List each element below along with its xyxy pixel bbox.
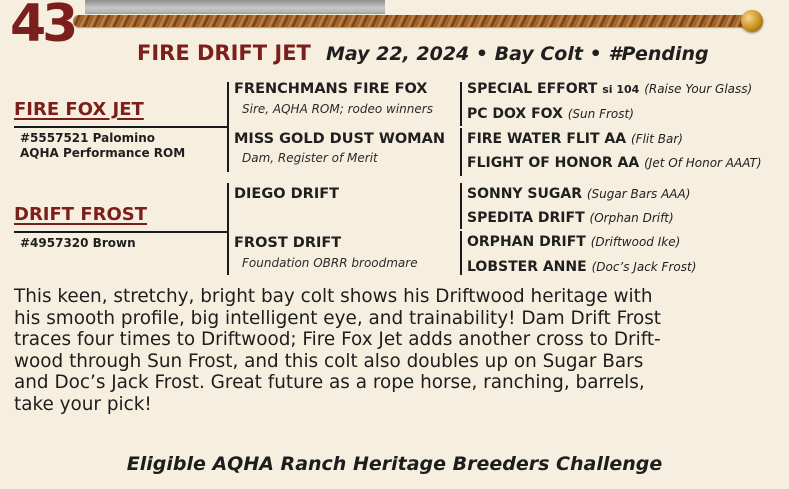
great-grandparent: SPECIAL EFFORT si 104 (Raise Your Glass) [467, 81, 753, 97]
eligibility-footer: Eligible AQHA Ranch Heritage Breeders Challenge [126, 453, 663, 475]
dam-bracket-line [227, 183, 229, 275]
gp3-bracket-line [460, 183, 462, 229]
gp1-bracket-line [460, 82, 462, 126]
description-line: and Doc’s Jack Frost. Great future as a rope horse, ranching, barrels, [14, 372, 645, 394]
granddam-paternal: MISS GOLD DUST WOMAN [234, 131, 445, 147]
sire-connector-line [14, 126, 228, 128]
great-grandparent: ORPHAN DRIFT (Driftwood Ike) [467, 234, 681, 250]
description-line: traces four times to Driftwood; Fire Fox Jet adds another cross to Drift- [14, 329, 661, 351]
sire-registration: #5557521 Palomino [20, 131, 156, 145]
brass-knob-icon [741, 10, 763, 32]
great-grandparent: FLIGHT OF HONOR AA (Jet Of Honor AAAT) [467, 155, 762, 171]
sire-bracket-line [227, 82, 229, 172]
description [14, 286, 778, 416]
dam-name: DRIFT FROST [14, 204, 148, 225]
photo-strip [85, 0, 385, 14]
grandsire-paternal: FRENCHMANS FIRE FOX [234, 81, 428, 97]
rope-divider [73, 15, 749, 27]
granddam-maternal: FROST DRIFT [234, 235, 342, 251]
granddam-paternal-note: Dam, Register of Merit [242, 151, 378, 165]
description-line: his smooth profile, big intelligent eye, and trainability! Dam Drift Frost [14, 307, 662, 329]
grandsire-paternal-note: Sire, AQHA ROM; rodeo winners [242, 102, 433, 116]
great-grandparent: SPEDITA DRIFT (Orphan Drift) [467, 210, 674, 226]
dam-connector-line [14, 231, 228, 233]
gp2-bracket-line [460, 128, 462, 176]
description-line: wood through Sun Frost, and this colt also doubles up on Sugar Bars [14, 350, 644, 372]
dam-registration: #4957320 Brown [20, 236, 136, 250]
great-grandparent: LOBSTER ANNE (Doc’s Jack Frost) [467, 259, 697, 275]
gp4-bracket-line [460, 231, 462, 275]
description-line: This keen, stretchy, bright bay colt shows his Driftwood heritage with [14, 286, 653, 307]
granddam-maternal-note: Foundation OBRR broodmare [242, 256, 418, 270]
grandsire-maternal: DIEGO DRIFT [234, 186, 340, 202]
lot-title [137, 41, 709, 71]
description-line: take your pick! [14, 393, 152, 415]
great-grandparent: PC DOX FOX (Sun Frost) [467, 106, 634, 122]
great-grandparent: FIRE WATER FLIT AA (Flit Bar) [467, 131, 683, 147]
sire-award: AQHA Performance ROM [20, 146, 186, 160]
great-grandparent: SONNY SUGAR (Sugar Bars AAA) [467, 186, 691, 202]
horse-info: May 22, 2024 • Bay Colt • #Pending [325, 43, 709, 65]
horse-name: FIRE DRIFT JET [137, 41, 311, 65]
lot-number: 43 [10, 0, 75, 54]
sire-name: FIRE FOX JET [14, 99, 144, 120]
